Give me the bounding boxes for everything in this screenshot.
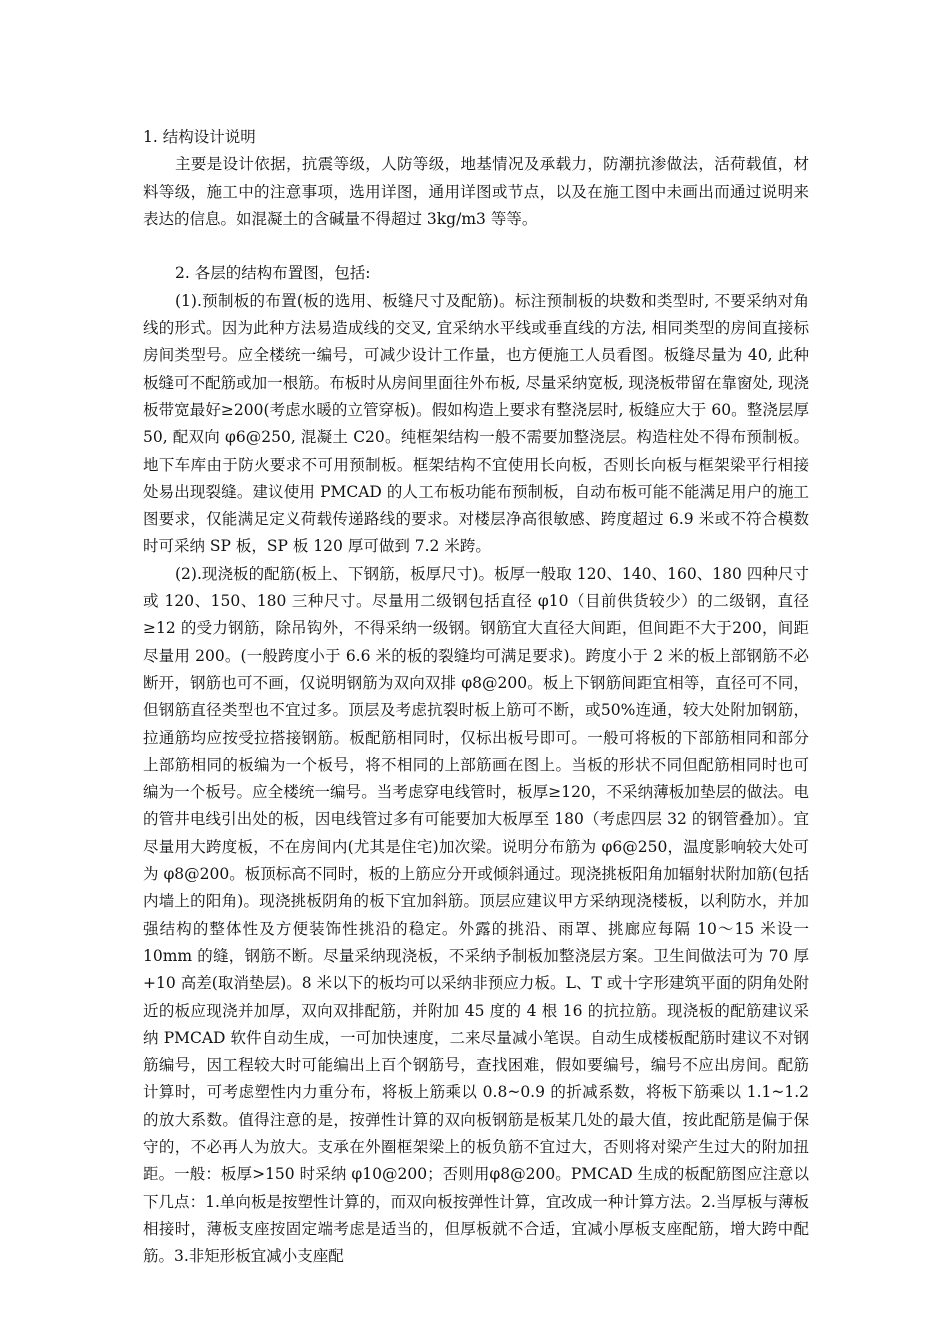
paragraph-design-notes: 主要是设计依据，抗震等级，人防等级，地基情况及承载力，防潮抗渗做法，活荷载值，材料等级，施工中的注意事项，选用详图，通用详图或节点，以及在施工图中未画出而通过说明来表达的信息。如混凝土的含碱量不得超过 3kg/m3 等等。 [143,155,809,228]
paragraph-spacer [143,233,809,260]
paragraph-precast-slabs: (1).预制板的布置(板的选用、板缝尺寸及配筋)。标注预制板的块数和类型时, 不要采纳对角线的形式。因为此种方法易造成线的交叉, 宜采纳水平线或垂直线的方法, 相同类型的房间直接标房间类型号。应全楼统一编号，可减少设计工作量，也方便施工人员看图。板缝尽量为 40, 此种板缝可不配筋或加一根筋。布板时从房间里面往外布板, 尽量采纳宽板, 现浇板带留在靠窗处, 现浇板带宽最好≥200(考虑水暖的立管穿板)。假如构造上要求有整浇层时, 板缝应大于 60。整浇层厚 50, 配双向 φ6@250, 混凝土 C20。纯框架结构一般不需要加整浇层。构造柱处不得布预制板。地下车库由于防火要求不可用预制板。框架结构不宜使用长向板，否则长向板与框架梁平行相接处易出现裂缝。建议使用 PMCAD 的人工布板功能布预制板，自动布板可能不能满足用户的施工图要求，仅能满足定义荷载传递路线的要求。对楼层净高很敏感、跨度超过 6.9 米或不符合模数时可采纳 SP 板，SP 板 120 厚可做到 7.2 米跨。 [143,291,809,556]
paragraph-cast-in-place-slabs: (2).现浇板的配筋(板上、下钢筋，板厚尺寸)。板厚一般取 120、140、160、180 四种尺寸或 120、150、180 三种尺寸。尽量用二级钢包括直径 φ10（目前供货较少）的二级钢，直径≥12 的受力钢筋，除吊钩外，不得采纳一级钢。钢筋宜大直径大间距，但间距不大于200，间距尽量用 200。(一般跨度小于 6.6 米的板的裂缝均可满足要求)。跨度小于 2 米的板上部钢筋不必断开，钢筋也可不画，仅说明钢筋为双向双排 φ8@200。板上下钢筋间距宜相等，直径可不同，但钢筋直径类型也不宜过多。顶层及考虑抗裂时板上筋可不断，或50%连通，较大处附加钢筋，拉通筋均应按受拉搭接钢筋。板配筋相同时，仅标出板号即可。一般可将板的下部筋相同和部分上部筋相同的板编为一个板号，将不相同的上部筋画在图上。当板的形状不同但配筋相同时也可编为一个板号。应全楼统一编号。当考虑穿电线管时，板厚≥120，不采纳薄板加垫层的做法。电的管井电线引出处的板，因电线管过多有可能要加大板厚至 180（考虑四层 32 的钢管叠加）。宜尽量用大跨度板，不在房间内(尤其是住宅)加次梁。说明分布筋为 φ6@250，温度影响较大处可为 φ8@200。板顶标高不同时，板的上筋应分开或倾斜通过。现浇挑板阳角加辐射状附加筋(包括内墙上的阳角)。现浇挑板阴角的板下宜加斜筋。顶层应建议甲方采纳现浇楼板，以利防水，并加强结构的整体性及方便装饰性挑沿的稳定。外露的挑沿、雨罩、挑廊应每隔 10～15 米设一 10mm 的缝，钢筋不断。尽量采纳现浇板，不采纳予制板加整浇层方案。卫生间做法可为 70 厚+10 高差(取消垫层)。8 米以下的板均可以采纳非预应力板。L、T 或十字形建筑平面的阴角处附近的板应现浇并加厚，双向双排配筋，并附加 45 度的 4 根 16 的抗拉筋。现浇板的配筋建议采纳 PMCAD 软件自动生成，一可加快速度，二来尽量减小笔误。自动生成楼板配筋时建议不对钢筋编号，因工程较大时可能编出上百个钢筋号，查找困难，假如要编号，编号不应出房间。配筋计算时，可考虑塑性内力重分布，将板上筋乘以 0.8~0.9 的折减系数，将板下筋乘以 1.1~1.2 的放大系数。值得注意的是，按弹性计算的双向板钢筋是板某几处的最大值，按此配筋是偏于保守的，不必再人为放大。支承在外圈框架梁上的板负筋不宜过大，否则将对梁产生过大的附加扭距。一般：板厚>150 时采纳 φ10@200；否则用φ8@200。PMCAD 生成的板配筋图应注意以下几点：1.单向板是按塑性计算的，而双向板按弹性计算，宜改成一种计算方法。2.当厚板与薄板相接时，薄板支座按固定端考虑是适当的，但厚板就不合适，宜减小厚板支座配筋，增大跨中配筋。3.非矩形板宜减小支座配 [143,564,809,1266]
section-heading-layout-plans: 2. 各层的结构布置图，包括: [175,264,371,283]
document-body [143,124,809,1270]
section-heading-design-notes: 1. 结构设计说明 [143,128,256,146]
